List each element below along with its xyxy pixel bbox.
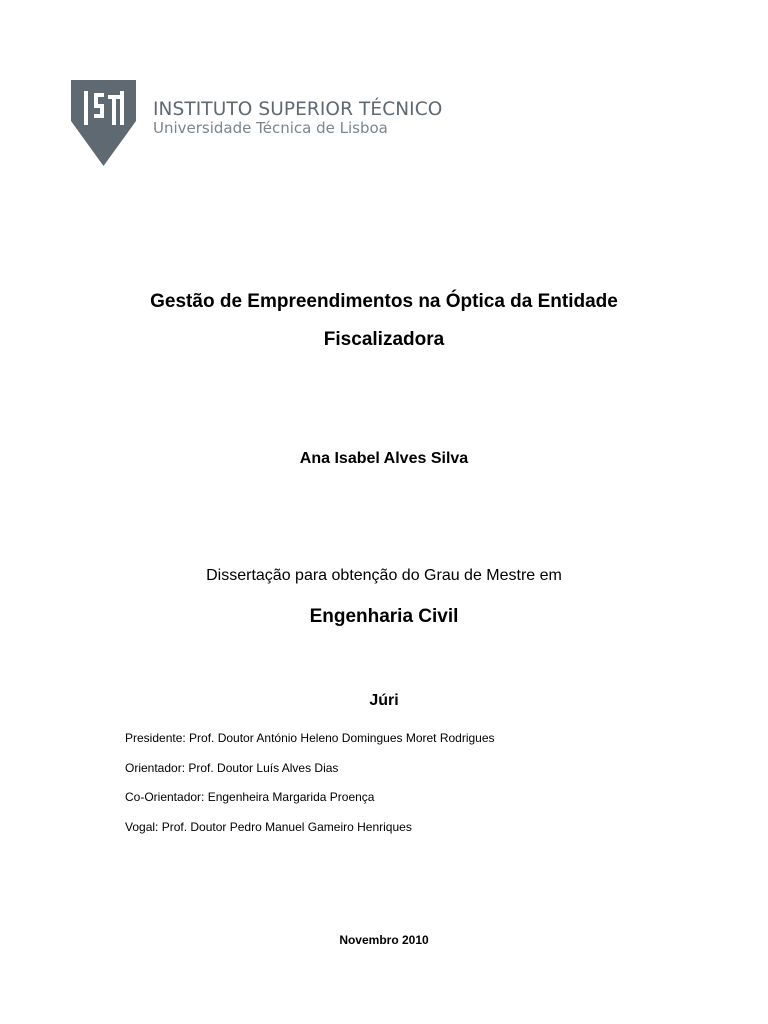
institution-name: INSTITUTO SUPERIOR TÉCNICO — [153, 99, 443, 120]
thesis-title-line-1: Gestão de Empreendimentos na Óptica da Entidade — [150, 291, 618, 312]
author-name: Ana Isabel Alves Silva — [299, 450, 469, 467]
submission-date: Novembro 2010 — [339, 933, 429, 947]
course-name: Engenharia Civil — [309, 606, 459, 627]
degree-text: Dissertação para obtenção do Grau de Mestre em — [206, 567, 562, 584]
ist-shield-icon — [70, 79, 137, 167]
jury-member-co-advisor: Co-Orientador: Engenheira Margarida Proença — [125, 790, 375, 804]
institution-subtitle: Universidade Técnica de Lisboa — [153, 119, 388, 137]
jury-heading: Júri — [369, 692, 399, 709]
jury-member-advisor: Orientador: Prof. Doutor Luís Alves Dias — [125, 761, 339, 775]
jury-member-examiner: Vogal: Prof. Doutor Pedro Manuel Gameiro Henriques — [125, 820, 412, 834]
jury-member-president: Presidente: Prof. Doutor António Heleno Domingues Moret Rodrigues — [125, 731, 495, 745]
thesis-title-line-2: Fiscalizadora — [323, 329, 445, 350]
